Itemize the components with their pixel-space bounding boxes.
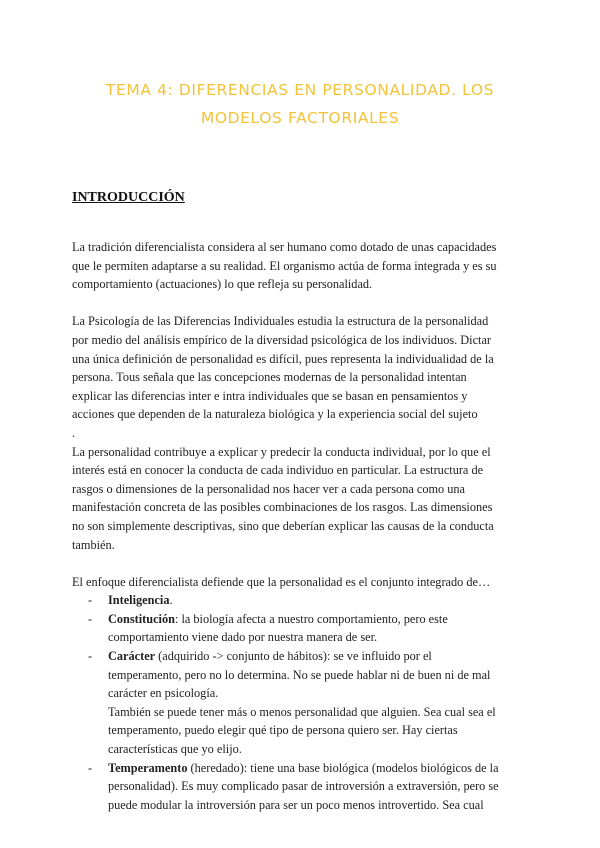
paragraph-line: . (72, 425, 76, 440)
list-item-inteligencia (72, 591, 532, 610)
paragraph-4 (72, 573, 532, 592)
list-term: Temperamento (108, 760, 188, 775)
list-item-caracter (72, 647, 532, 759)
title-line-2: MODELOS FACTORIALES (200, 109, 400, 127)
document-title (60, 76, 540, 132)
paragraph-line: por medio del análisis empírico de la diversidad psicológica de los individuos. Dictar (72, 332, 492, 347)
paragraph-line: La personalidad contribuye a explicar y predecir la conducta individual, por lo que el (72, 444, 491, 459)
paragraph-line: persona. Tous señala que las concepciones modernas de la personalidad intentan (72, 370, 467, 385)
list-text: puede modular la introversión para ser un poco menos introvertido. Sea cual (108, 797, 484, 812)
paragraph-line: rasgos o dimensiones de la personalidad nos hacer ver a cada persona como una (72, 481, 466, 496)
list-text: temperamento, puedo elegir qué tipo de persona quiero ser. Hay ciertas (108, 723, 458, 738)
paragraph-line: comportamiento (actuaciones) lo que refleja su personalidad. (72, 277, 373, 292)
paragraph-line: acciones que dependen de la naturaleza biológica y la experiencia social del sujeto (72, 407, 478, 422)
list-text: características que yo elijo. (108, 742, 242, 757)
list-dash: - (88, 649, 93, 664)
paragraph-line: también. (72, 537, 115, 552)
paragraph-line: manifestación concreta de las posibles combinaciones de los rasgos. Las dimensiones (72, 500, 493, 515)
list-text: comportamiento viene dado por nuestra manera de ser. (108, 630, 378, 645)
list-text: temperamento, pero no lo determina. No se puede hablar ni de buen ni de mal (108, 667, 491, 682)
paragraph-line: explicar las diferencias inter e intra individuales que se basan en pensamientos y (72, 388, 468, 403)
list-term: Constitución (108, 611, 175, 626)
document-body (72, 238, 532, 814)
paragraph-line: que le permiten adaptarse a su realidad. El organismo actúa de forma integrada y es su (72, 258, 497, 273)
list-text: También se puede tener más o menos personalidad que alguien. Sea cual sea el (108, 704, 496, 719)
list-term: Inteligencia (108, 593, 170, 608)
list-term: Carácter (108, 649, 156, 664)
paragraph-2 (72, 312, 532, 442)
paragraph-line: El enfoque diferencialista defiende que la personalidad es el conjunto integrado de… (72, 574, 491, 589)
list-text: carácter en psicología. (108, 686, 219, 701)
list-text: : la biología afecta a nuestro comportamiento, pero este (174, 611, 448, 626)
paragraph-line: una única definición de personalidad es difícil, pues representa la individualidad de la (72, 351, 494, 366)
paragraph-line: La tradición diferencialista considera al ser humano como dotado de unas capacidades (72, 240, 497, 254)
paragraph-line: no son simplemente descriptivas, sino que deberían explicar las causas de la conducta (72, 518, 494, 533)
paragraph-1 (72, 238, 532, 294)
paragraph-line: La Psicología de las Diferencias Individuales estudia la estructura de la personalidad (72, 314, 489, 329)
list-item-temperamento (72, 759, 532, 815)
paragraph-line: interés está en conocer la conducta de cada individuo en particular. La estructura de (72, 463, 484, 478)
list-dash: - (88, 611, 93, 626)
list-dash: - (88, 593, 93, 608)
list-text: (heredado): tiene una base biológica (modelos biológicos de la (187, 760, 499, 775)
list-text: . (169, 593, 173, 608)
bullet-list (72, 591, 532, 814)
list-dash: - (88, 760, 93, 775)
list-text: personalidad). Es muy complicado pasar de introversión a extraversión, pero se (108, 779, 499, 794)
list-text: (adquirido -> conjunto de hábitos): se ve influido por el (155, 649, 432, 664)
section-heading: INTRODUCCIÓN (72, 190, 185, 205)
list-item-constitucion (72, 610, 532, 647)
title-line-1: TEMA 4: DIFERENCIAS EN PERSONALIDAD. LOS (105, 81, 495, 99)
paragraph-3 (72, 443, 532, 555)
